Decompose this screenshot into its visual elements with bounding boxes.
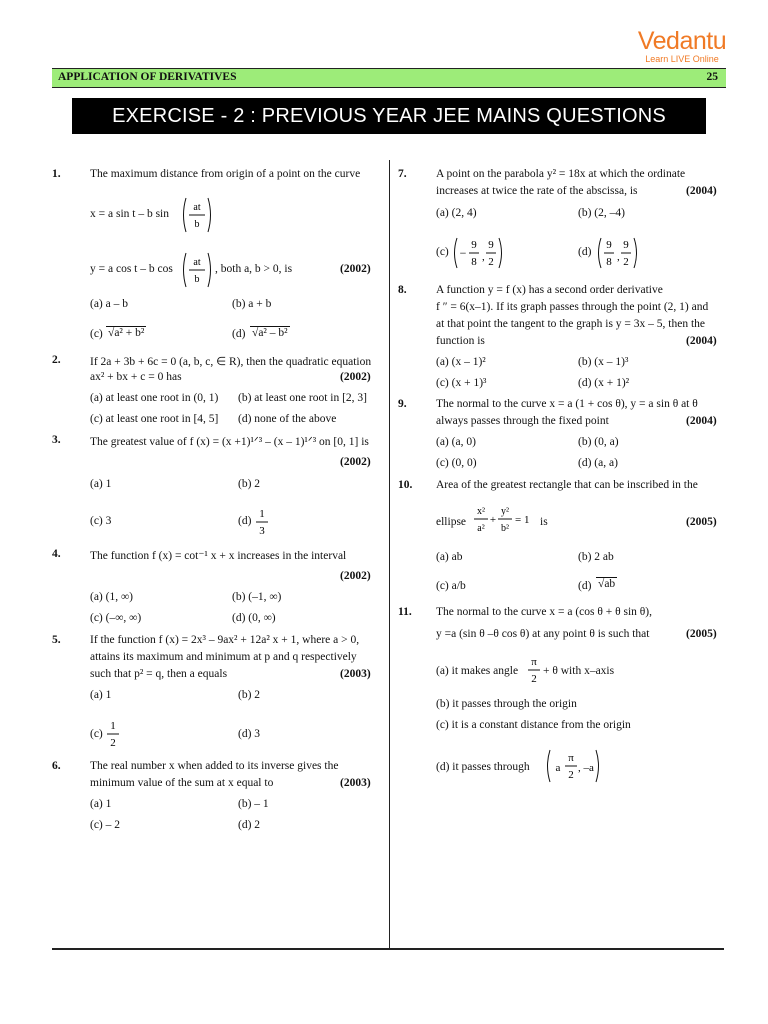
logo-brand: Vedantu — [637, 27, 727, 55]
column-divider — [389, 160, 390, 950]
question-text: If the function f (x) = 2x³ – 9ax² + 12a² x + 1, where a > 0, — [90, 634, 360, 646]
radicand: ab — [604, 578, 616, 590]
question-year: (2002) — [340, 456, 371, 468]
question-number: 11. — [398, 606, 412, 618]
question-text: The greatest value of f (x) = (x +1)¹ᐟ³ – (x – 1)¹ᐟ³ on [0, 1] is — [90, 436, 369, 448]
option-d: (d) — [232, 328, 246, 340]
frac-num: at — [193, 257, 201, 268]
option-a: (a) (1, ∞) — [90, 591, 133, 603]
frac-num: 9 — [471, 239, 477, 251]
option-a: (a) 1 — [90, 689, 112, 701]
frac-num: π — [568, 752, 574, 764]
svg-text:,: , — [617, 251, 620, 263]
frac-den: 3 — [259, 525, 265, 537]
equals-one: = 1 — [515, 514, 530, 526]
question-text: The normal to the curve x = a (1 + cos θ), y = a sin θ at θ — [436, 398, 698, 410]
frac-den: b² — [501, 523, 509, 534]
option-b: (b) a + b — [232, 298, 272, 310]
question-text: is — [540, 516, 548, 528]
question-year: (2005) — [686, 628, 717, 640]
frac-den: b — [194, 274, 200, 285]
option-a: (a) (x – 1)² — [436, 356, 486, 368]
frac-den: b — [194, 219, 200, 230]
question-text: f ″ = 6(x–1). If its graph passes through the point (2, 1) and — [436, 301, 709, 313]
frac-num: at — [193, 202, 201, 213]
ellipse-equation — [472, 502, 540, 536]
question-year: (2003) — [340, 777, 371, 789]
option-d: (d) 2 — [238, 819, 261, 831]
chapter-header-bar — [52, 68, 726, 88]
frac-den: 2 — [488, 256, 494, 268]
question-text: A point on the parabola y² = 18x at which the ordinate — [436, 168, 686, 180]
option-d: (d) it passes through — [436, 761, 530, 773]
frac-num: 1 — [259, 508, 265, 520]
point-9-8-9-2 — [596, 236, 640, 270]
frac-num: π — [531, 656, 537, 668]
radicand: a² – b² — [258, 327, 288, 339]
option-a: (a) 1 — [90, 798, 112, 810]
frac-num: 9 — [606, 239, 612, 251]
question-year: (2002) — [340, 371, 371, 383]
svg-text:,: , — [482, 251, 485, 263]
question-text: The real number x when added to its inverse gives the — [90, 760, 339, 772]
option-a: (a) (2, 4) — [436, 207, 477, 219]
fraction-one-half — [106, 718, 120, 750]
option-d: (d) — [578, 246, 592, 258]
option-a: (a) a – b — [90, 298, 128, 310]
question-text: at that point the tangent to the graph is y = 3x – 5, then the — [436, 318, 706, 330]
option-a: (a) it makes angle — [436, 665, 519, 677]
option-b: (b) (x – 1)³ — [578, 356, 629, 368]
question-text: always passes through the fixed point — [436, 415, 609, 427]
option-c: (c) — [90, 728, 103, 740]
option-c: (c) – 2 — [90, 819, 121, 831]
question-number: 6. — [52, 760, 61, 772]
option-d: (d) (a, a) — [578, 457, 618, 469]
question-text: Area of the greatest rectangle that can be inscribed in the — [436, 479, 698, 491]
option-b: (b) at least one root in [2, 3] — [238, 392, 368, 404]
question-number: 8. — [398, 284, 407, 296]
option-d: (d) none of the above — [238, 413, 337, 425]
option-d: (d) — [238, 515, 252, 527]
frac-num: 1 — [110, 720, 116, 732]
equation-y: y = a cos t – b cos — [90, 263, 173, 275]
frac-den: a² — [477, 523, 485, 534]
question-text: , both a, b > 0, is — [215, 263, 293, 275]
point-pi-over-2 — [545, 748, 601, 784]
frac-num: x² — [477, 506, 485, 517]
option-c: (c) a/b — [436, 580, 466, 592]
option-a: (a) (a, 0) — [436, 436, 476, 448]
option-a: (a) ab — [436, 551, 463, 563]
option-c: (c) — [436, 246, 449, 258]
option-d: (d) (x + 1)² — [578, 377, 630, 389]
option-b: (b) it passes through the origin — [436, 698, 577, 710]
frac-num: y² — [501, 506, 509, 517]
option-c: (c) (0, 0) — [436, 457, 477, 469]
option-c: (c) it is a constant distance from the origin — [436, 719, 631, 731]
bottom-rule — [52, 948, 724, 950]
frac-den: 2 — [531, 673, 537, 685]
option-a: (a) at least one root in (0, 1) — [90, 392, 219, 404]
svg-text:+: + — [489, 514, 497, 526]
question-text: If 2a + 3b + 6c = 0 (a, b, c, ∈ R), then the quadratic equation — [90, 356, 372, 368]
option-c: (c) (x + 1)³ — [436, 377, 487, 389]
option-c: (c) at least one root in [4, 5] — [90, 413, 219, 425]
frac-num: 9 — [488, 239, 494, 251]
question-text: increases at twice the rate of the abscissa, is — [436, 185, 638, 197]
option-d-radical: √a² – b² — [252, 327, 288, 339]
question-text: such that p² = q, then a equals — [90, 668, 228, 680]
chapter-title: APPLICATION OF DERIVATIVES — [58, 71, 237, 83]
question-number: 7. — [398, 168, 407, 180]
option-b: (b) 2 — [238, 689, 261, 701]
option-d: (d) (0, ∞) — [232, 612, 276, 624]
question-text: The normal to the curve x = a (cos θ + θ sin θ), — [436, 606, 652, 618]
question-text: ellipse — [436, 516, 467, 528]
frac-den: 2 — [110, 737, 116, 749]
question-text: attains its maximum and minimum at p and q respectively — [90, 651, 357, 663]
question-year: (2004) — [686, 185, 717, 197]
question-text: The function f (x) = cot⁻¹ x + x increases in the interval — [90, 550, 347, 562]
logo-tagline: Learn LIVE Online — [645, 54, 719, 64]
question-year: (2002) — [340, 263, 371, 275]
minus-sign: − — [459, 246, 467, 260]
option-d-radical: √ab — [598, 578, 616, 590]
option-c: (c) 3 — [90, 515, 112, 527]
fraction-one-third — [255, 506, 269, 538]
option-c-radical: √a² + b² — [108, 327, 145, 339]
radicand: a² + b² — [114, 327, 145, 339]
option-d: (d) — [578, 580, 592, 592]
question-number: 2. — [52, 354, 61, 366]
question-text: y =a (sin θ –θ cos θ) at any point θ is such that — [436, 628, 650, 640]
frac-den: 8 — [606, 256, 612, 268]
question-year: (2005) — [686, 516, 717, 528]
option-b: (b) (2, –4) — [578, 207, 625, 219]
option-d: (d) 3 — [238, 728, 261, 740]
fraction-pi-over-2 — [527, 654, 541, 686]
option-a: (a) 1 — [90, 478, 112, 490]
option-b: (b) 2 — [238, 478, 261, 490]
frac-den: 8 — [471, 256, 477, 268]
question-text: minimum value of the sum at x equal to — [90, 777, 274, 789]
point-tail: , –a — [578, 762, 594, 774]
question-number: 3. — [52, 434, 61, 446]
option-b: (b) (0, a) — [578, 436, 619, 448]
option-b: (b) – 1 — [238, 798, 269, 810]
frac-den: 2 — [623, 256, 629, 268]
question-number: 5. — [52, 634, 61, 646]
question-number: 9. — [398, 398, 407, 410]
option-c: (c) — [90, 328, 103, 340]
question-text: The maximum distance from origin of a point on the curve — [90, 168, 361, 180]
page-number: 25 — [706, 71, 718, 83]
frac-num: 9 — [623, 239, 629, 251]
question-number: 10. — [398, 479, 413, 491]
question-year: (2003) — [340, 668, 371, 680]
question-text: function is — [436, 335, 485, 347]
fraction-at-over-b — [180, 251, 214, 289]
option-b: (b) 2 ab — [578, 551, 614, 563]
equation-x: x = a sin t – b sin — [90, 208, 170, 220]
exercise-banner: EXERCISE - 2 : PREVIOUS YEAR JEE MAINS QUESTIONS — [72, 98, 706, 134]
question-year: (2004) — [686, 335, 717, 347]
question-number: 1. — [52, 168, 61, 180]
question-year: (2002) — [340, 570, 371, 582]
question-number: 4. — [52, 548, 61, 560]
option-b: (b) (–1, ∞) — [232, 591, 282, 603]
vedantu-logo — [632, 28, 732, 64]
question-text: A function y = f (x) has a second order derivative — [436, 284, 663, 296]
option-a-tail: + θ with x–axis — [543, 665, 615, 677]
fraction-at-over-b — [180, 196, 214, 234]
point-neg-9-8-9-2 — [452, 236, 504, 270]
question-text: ax² + bx + c = 0 has — [90, 371, 182, 383]
question-year: (2004) — [686, 415, 717, 427]
option-c: (c) (–∞, ∞) — [90, 612, 142, 624]
point-a: a — [555, 762, 561, 774]
frac-den: 2 — [568, 769, 574, 781]
